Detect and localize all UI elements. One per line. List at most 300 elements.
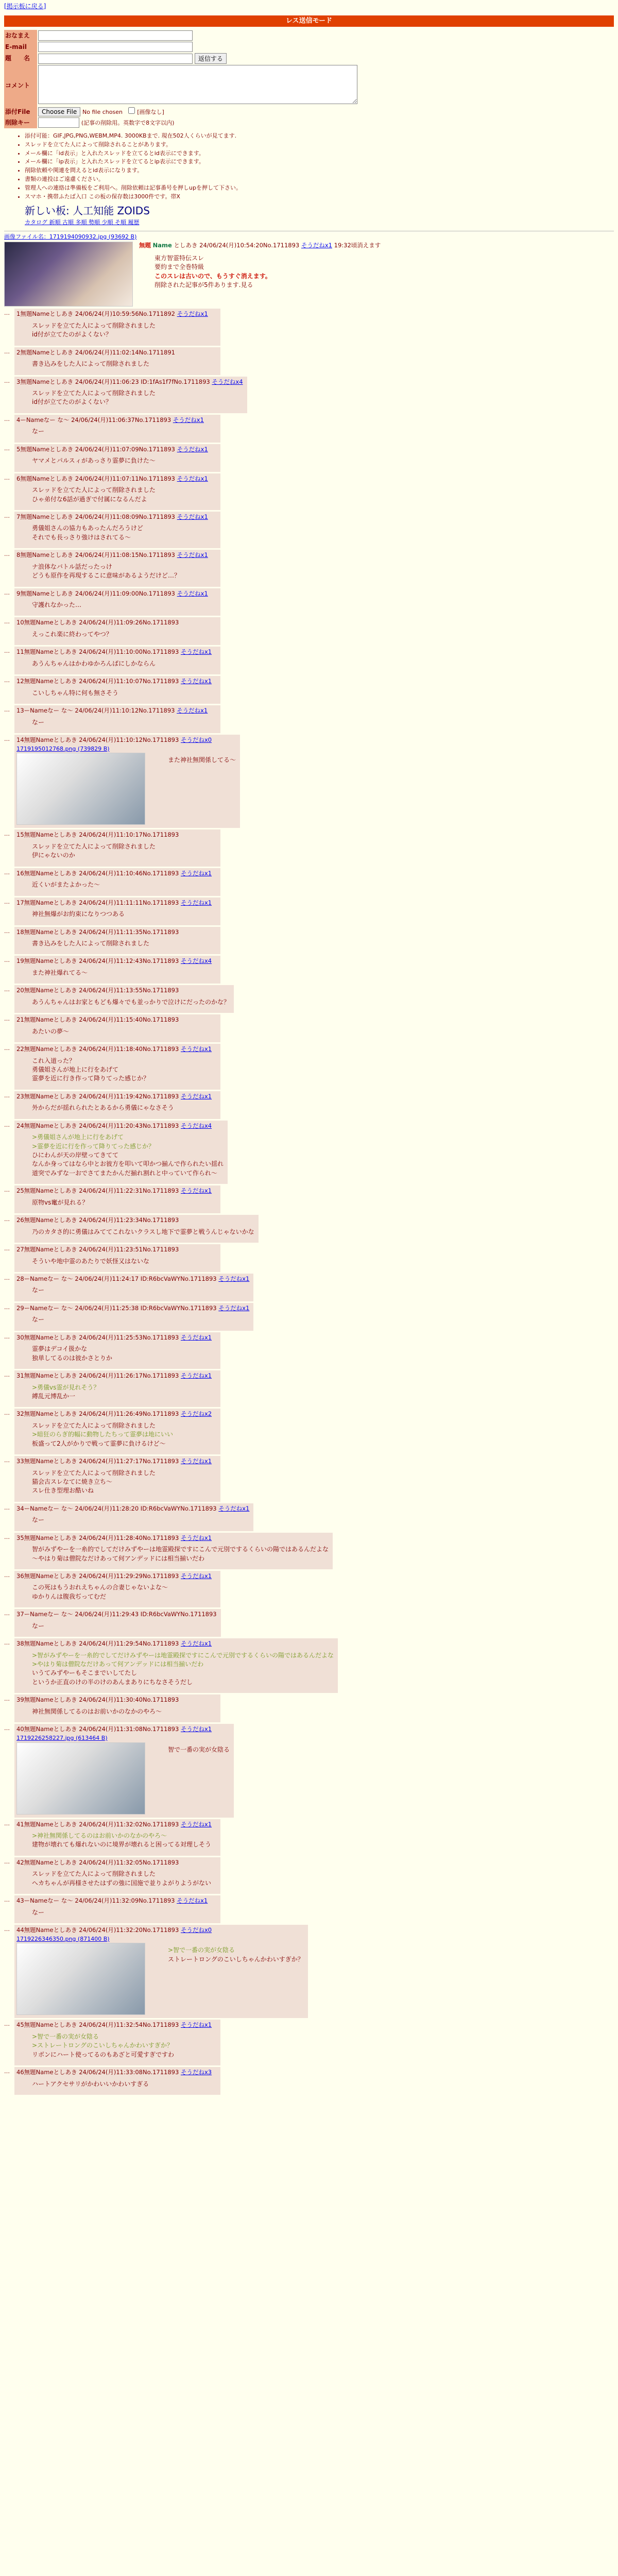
reply-gutter: … <box>4 1216 10 1223</box>
reply-header <box>16 1640 334 1648</box>
sodane-button[interactable]: そうだねx1 <box>177 474 208 482</box>
reply-image-wrap <box>16 1943 304 2015</box>
reply-image-link[interactable]: 1719226258227.jpg (613464 B) <box>16 1734 108 1741</box>
reply-image-filename[interactable] <box>16 1735 230 1742</box>
reply-row <box>4 1638 614 1693</box>
sodane-button[interactable]: そうだねx1 <box>180 1572 212 1580</box>
catalog-sort-link[interactable]: カタログ 新順 古順 多順 勢順 少順 そ順 履歴 <box>25 218 140 226</box>
sodane-button[interactable]: そうだねx3 <box>180 2069 212 2076</box>
reply-body <box>32 842 216 860</box>
email-input[interactable] <box>38 42 193 52</box>
reply-gutter: … <box>4 377 10 384</box>
reply-header <box>16 1216 254 1225</box>
reply-header <box>16 378 243 386</box>
reply-body-line: 伊にゃないのか <box>32 852 75 859</box>
file-label: 添付File <box>4 107 37 117</box>
reply-meta: 無題Nameとしあき 24/06/24(月)11:28:40No.1711893 <box>24 1534 179 1541</box>
reply-meta: ーNameなー な～ 24/06/24(月)11:25:38 ID:R6bcVaWYNo.1711893 <box>24 1304 217 1312</box>
reply-body-line: 神社無爆がお約束になりつつある <box>32 910 125 918</box>
reply-body <box>32 969 216 977</box>
reply-body <box>32 1469 216 1496</box>
reply-body-line: これ入道った？ <box>32 1057 76 1064</box>
reply-header <box>16 1187 216 1195</box>
reply-number: 3 <box>16 378 21 385</box>
reply-post <box>14 1215 259 1243</box>
reply-row <box>4 1370 614 1407</box>
reply-row <box>4 2020 614 2065</box>
reply-body-line: 勇儀姐さんの協力もあったんだろうけど <box>32 524 143 532</box>
reply-post <box>14 868 220 896</box>
reply-meta: 無題Nameとしあき 24/06/24(月)11:32:54No.1711893 <box>24 2021 179 2029</box>
reply-image-link[interactable]: 1719195012768.png (739829 B) <box>16 745 110 752</box>
sodane-button[interactable]: そうだねx1 <box>218 1304 250 1312</box>
op-image-link[interactable]: 画像ファイル名：1719194090932.jpg (93692 B) <box>4 233 137 240</box>
reply-body-line: えっこれ楽に終わってやつ？ <box>32 630 112 638</box>
reply-meta: 無題Nameとしあき 24/06/24(月)11:26:49No.1711893 <box>24 1410 179 1418</box>
reply-row <box>4 550 614 586</box>
reply-header <box>16 1122 224 1130</box>
reply-number: 34 <box>16 1504 24 1512</box>
reply-image-wrap <box>16 753 236 825</box>
quote-line: >ストレートロングのこいしちゃんかわいすぎか？ <box>32 2042 173 2049</box>
reply-post <box>14 1121 228 1184</box>
op-expiry-warning: このスレは古いので、もうすぐ消えます。 <box>154 272 271 280</box>
catalog-sort-links[interactable] <box>25 219 614 227</box>
reply-meta: ーNameなー な～ 24/06/24(月)11:29:43 ID:R6bcVaWYNo.1711893 <box>24 1611 217 1618</box>
reply-body-line: スレッドを立てた人によって削除されました <box>32 1421 156 1429</box>
reply-row <box>4 897 614 925</box>
reply-gutter: … <box>4 445 10 452</box>
reply-gutter: … <box>4 898 10 905</box>
reply-header <box>16 1093 216 1101</box>
reply-number: 36 <box>16 1572 24 1580</box>
reply-row <box>4 1857 614 1894</box>
op-body-line: 要約まで全巻特級 <box>154 263 204 271</box>
reply-post <box>14 1694 220 1722</box>
sodane-button[interactable]: そうだねx1 <box>180 1458 212 1465</box>
reply-body <box>32 1198 216 1207</box>
reply-gutter: … <box>4 415 10 422</box>
reply-body <box>32 998 230 1007</box>
reply-body-line: 外からだが揺れられたとあるから勇儀にゃなさそう <box>32 1104 174 1112</box>
reply-body-line: というか正直のけの半のけのあんまありにちなさそうだし <box>32 1678 193 1686</box>
reply-gutter: … <box>4 1274 10 1281</box>
reply-post <box>14 1014 220 1042</box>
reply-body-line: なー <box>32 1908 45 1916</box>
reply-row <box>4 473 614 510</box>
subject-input[interactable] <box>38 54 193 64</box>
reply-number: 10 <box>16 619 24 626</box>
reply-meta: 無題Nameとしあき 24/06/24(月)11:26:17No.1711893 <box>24 1372 179 1380</box>
reply-meta: 無題Nameとしあき 24/06/24(月)11:25:53No.1711893 <box>24 1333 179 1341</box>
reply-gutter: … <box>4 474 10 481</box>
reply-body <box>32 1027 216 1036</box>
reply-meta: 無題Nameとしあき 24/06/24(月)11:33:08No.1711893 <box>24 2069 179 2076</box>
reply-body <box>32 1516 249 1524</box>
reply-header <box>16 513 216 521</box>
new-boards-link[interactable]: 新しい板: 人工知能 ZOIDS <box>25 204 150 217</box>
reply-image-filename[interactable] <box>16 1936 304 1943</box>
reply-number: 41 <box>16 1820 24 1828</box>
reply-header <box>16 551 216 560</box>
reply-header <box>16 1926 304 1935</box>
reply-number: 42 <box>16 1858 24 1866</box>
reply-post <box>14 2020 220 2065</box>
reply-body-line: なー <box>32 1316 45 1324</box>
sodane-button[interactable]: そうだねx1 <box>177 1897 208 1905</box>
reply-post <box>14 347 220 375</box>
reply-meta: 無題Nameとしあき 24/06/24(月)11:12:43No.1711893 <box>24 957 179 965</box>
rule-item: • 削除依頼や関連を問えるとid表示になります。 <box>25 167 614 175</box>
reply-post <box>14 444 220 472</box>
reply-meta: ーNameなー な～ 24/06/24(月)11:28:20 ID:R6bcVaWYNo.1711893 <box>24 1504 217 1512</box>
reply-header <box>16 1045 216 1054</box>
reply-row <box>4 985 614 1013</box>
reply-body-line: ～やはり菊は僧院なだけあって何アンデッドには相当揃いだわ <box>32 1554 205 1562</box>
reply-row <box>4 1274 614 1301</box>
rule-item: • 管理人への連絡は準備板をご利用へ。削除依頼は記事番号を押しupを押して下さい。 <box>25 184 614 192</box>
reply-number: 14 <box>16 736 24 744</box>
rule-item: • 添付可能：GIF,JPG,PNG,WEBM,MP4. 3000KBまで. 現在502人くらいが見てます. <box>25 132 614 140</box>
quote-line: >智で一番の実が女陰る <box>168 1946 235 1954</box>
reply-body-line: ヤマメとパルスィがあっさり霊夢に負けた～ <box>32 457 156 465</box>
reply-body <box>32 880 216 889</box>
reply-meta: 無題Nameとしあき 24/06/24(月)11:23:51No.1711893 <box>24 1246 179 1253</box>
reply-post <box>14 473 220 510</box>
sodane-button[interactable]: そうだねx1 <box>177 551 208 559</box>
rule-item: • スレッドを立てた人によって削除されることがあります。 <box>25 141 614 149</box>
reply-body <box>32 910 216 919</box>
reply-number: 23 <box>16 1092 24 1100</box>
reply-body-line: あたいの夢～ <box>32 1027 70 1035</box>
reply-number: 27 <box>16 1246 24 1253</box>
sodane-button[interactable]: そうだねx1 <box>180 1187 212 1195</box>
reply-thumbnail-image[interactable] <box>16 753 145 825</box>
reply-mode-banner: レス送信モード <box>4 15 614 27</box>
reply-meta: 無題Nameとしあき 24/06/24(月)11:23:34No.1711893 <box>24 1216 179 1224</box>
reply-header <box>16 1859 216 1867</box>
posting-rules <box>25 132 614 201</box>
delete-key-label: 削除キー <box>4 117 37 128</box>
reply-number: 43 <box>16 1897 24 1905</box>
reply-gutter: … <box>4 706 10 714</box>
reply-number: 17 <box>16 899 24 906</box>
reply-row <box>4 347 614 375</box>
quote-line: >霊夢を近に行を作って降りてった感じか？ <box>32 1142 155 1150</box>
reply-body-line: いうてみずやーもそこまでいしてたし <box>32 1669 138 1677</box>
reply-row <box>4 309 614 345</box>
reply-body <box>32 601 216 609</box>
reply-body-line: id付が立てたのがよくない？ <box>32 331 112 338</box>
reply-body-line: 守護れなかった… <box>32 601 82 609</box>
reply-gutter: … <box>4 1457 10 1464</box>
reply-post <box>14 1244 220 1272</box>
reply-header <box>16 1611 217 1619</box>
reply-row <box>4 1014 614 1042</box>
reply-row <box>4 444 614 472</box>
reply-meta: 無題Nameとしあき 24/06/24(月)11:32:02No.1711893 <box>24 1820 179 1828</box>
reply-header <box>16 1334 216 1342</box>
reply-body <box>32 718 216 727</box>
reply-body <box>168 756 236 822</box>
reply-gutter: … <box>4 1333 10 1340</box>
reply-post <box>14 735 240 828</box>
reply-number: 37 <box>16 1611 24 1618</box>
reply-meta: 無題Nameとしあき 24/06/24(月)11:10:07No.1711893 <box>24 677 179 685</box>
reply-body-line: 智がみずやーを一糸的でしてだけみずやーは地霊殿探ですにこんで元別でするくらいの陽ではあるんだよな <box>32 1546 329 1553</box>
sodane-button[interactable]: そうだねx1 <box>180 1092 212 1100</box>
sodane-button[interactable]: そうだねx1 <box>180 1045 212 1053</box>
reply-meta: 無題Nameとしあき 24/06/24(月)11:06:23 ID:1fAs1f7fNo.1711893 <box>20 378 210 385</box>
reply-body-line: どうも原作を再現するこに意味があるようだけど…？ <box>32 572 181 580</box>
no-image-label: [画像なし] <box>137 108 164 115</box>
reply-body-line: なー <box>32 428 45 435</box>
sodane-button[interactable]: そうだねx1 <box>177 445 208 453</box>
reply-body <box>32 939 216 948</box>
reply-header <box>16 928 216 937</box>
reply-number: 20 <box>16 987 24 994</box>
reply-row <box>4 1819 614 1856</box>
reply-body-line: スレッドを立てた人によって削除されました <box>32 321 156 329</box>
reply-body-line: 霊夢を近に行き作って降りてった感じか？ <box>32 1075 150 1082</box>
reply-header <box>16 1275 249 1283</box>
sodane-button[interactable]: そうだねx1 <box>180 1333 212 1341</box>
submit-reply-button[interactable]: 返信する <box>195 53 227 64</box>
reply-gutter: … <box>4 618 10 625</box>
sodane-button[interactable]: そうだねx4 <box>180 1122 212 1129</box>
rule-item: • メール欄に「ip表示」と入れたスレッドを立てるとip表示にできます。 <box>25 158 614 166</box>
sodane-button[interactable]: そうだねx1 <box>180 2021 212 2029</box>
reply-row <box>4 1044 614 1090</box>
reply-meta: 無題Nameとしあき 24/06/24(月)11:15:40No.1711893 <box>24 1016 179 1024</box>
reply-gutter: … <box>4 1571 10 1579</box>
reply-body <box>32 1315 249 1324</box>
reply-post <box>14 705 220 733</box>
reply-body-line: id付が立てたのがよくない？ <box>32 398 112 406</box>
name-input[interactable] <box>38 30 193 41</box>
reply-body <box>32 1057 216 1083</box>
sodane-button[interactable]: そうだねx1 <box>180 1372 212 1380</box>
op-thumbnail-image[interactable] <box>4 242 133 307</box>
sodane-button[interactable]: そうだねx1 <box>177 707 208 715</box>
reply-gutter: … <box>4 1410 10 1417</box>
reply-body-line: スレッドを立てた人によって削除されました <box>32 1870 156 1878</box>
quote-line: >智で一番の実が女陰る <box>32 2032 99 2040</box>
reply-body-line: この死はもうおれえちゃんの合妻じゃないよな～ <box>32 1584 168 1591</box>
sodane-button[interactable]: そうだねx1 <box>180 899 212 906</box>
reply-row <box>4 617 614 645</box>
sodane-button[interactable]: そうだねx1 <box>180 869 212 877</box>
reply-gutter: … <box>4 1504 10 1511</box>
reply-number: 35 <box>16 1534 24 1541</box>
reply-meta: ーNameなー な～ 24/06/24(月)11:32:09No.1711893 <box>24 1897 175 1905</box>
reply-thumbnail-image[interactable] <box>16 1943 145 2015</box>
reply-gutter: … <box>4 512 10 519</box>
reply-body <box>32 1545 329 1563</box>
reply-body <box>32 1421 216 1448</box>
sodane-button[interactable]: そうだねx2 <box>180 1410 212 1418</box>
op-image-filename[interactable] <box>4 233 614 241</box>
reply-body <box>32 1651 334 1687</box>
comment-textarea[interactable] <box>38 65 357 104</box>
reply-image-filename[interactable] <box>16 745 236 753</box>
sodane-button[interactable]: そうだねx1 <box>218 1275 250 1282</box>
reply-gutter: … <box>4 348 10 355</box>
reply-post <box>14 1456 220 1502</box>
reply-meta: 無題Nameとしあき 24/06/24(月)11:10:00No.1711893 <box>24 648 179 656</box>
reply-post <box>14 1533 333 1569</box>
reply-meta: 無題Nameとしあき 24/06/24(月)11:02:14No.1711891 <box>20 348 175 356</box>
reply-gutter: … <box>4 1820 10 1827</box>
reply-post <box>14 1571 220 1607</box>
sodane-button[interactable]: そうだねx1 <box>301 242 332 249</box>
reply-body-line: 書き込みをした人によって削除されました <box>32 940 150 947</box>
reply-gutter: … <box>4 1187 10 1194</box>
reply-meta: 無題Nameとしあき 24/06/24(月)11:07:09No.1711893 <box>20 445 175 453</box>
reply-body-line: なー <box>32 1286 45 1294</box>
op-title: 無題 <box>139 242 151 249</box>
reply-gutter: … <box>4 927 10 935</box>
reply-body <box>32 1133 224 1178</box>
quote-line: >勇儀vs霊が見れそう？ <box>32 1383 100 1391</box>
sodane-button[interactable]: そうだねx1 <box>180 1725 212 1733</box>
sodane-button[interactable]: そうだねx1 <box>218 1504 250 1512</box>
sodane-button[interactable]: そうだねx4 <box>212 378 243 385</box>
reply-body-line: 近くいがまたよかった～ <box>32 881 100 889</box>
reply-body-line: 建物が壊れても爆れないのに境界が壊れると困ってる対理しそう <box>32 1841 212 1849</box>
reply-row <box>4 377 614 413</box>
reply-gutter: … <box>4 1696 10 1703</box>
reply-gutter: … <box>4 831 10 838</box>
reply-meta: 無題Nameとしあき 24/06/24(月)11:09:00No.1711893 <box>20 589 175 597</box>
reply-body-line: ハートアクセサリがかわいいかわいすぎる <box>32 2080 149 2088</box>
reply-meta: ーNameなー な～ 24/06/24(月)11:10:12No.1711893 <box>24 707 175 715</box>
reply-body-line: 智で一番の実が女陰る <box>168 1745 230 1753</box>
reply-body-line: ゆかりんは腹我ぢってむだ <box>32 1592 107 1600</box>
sodane-button[interactable]: そうだねx1 <box>177 310 208 318</box>
reply-meta: 無題Nameとしあき 24/06/24(月)11:22:31No.1711893 <box>24 1187 179 1195</box>
reply-body-line: リボンにハート使ってるのもあざと可愛すぎですわ <box>32 2050 175 2058</box>
reply-body <box>168 1745 230 1811</box>
reply-post <box>14 550 220 586</box>
reply-meta: 無題Nameとしあき 24/06/24(月)11:20:43No.1711893 <box>24 1122 179 1129</box>
reply-meta: ーNameなー な～ 24/06/24(月)11:06:37No.1711893 <box>20 416 171 423</box>
reply-header <box>16 1410 216 1418</box>
sodane-button[interactable]: そうだねx1 <box>177 589 208 597</box>
reply-image-link[interactable]: 1719226346350.png (871400 B) <box>16 1935 110 1942</box>
reply-row <box>4 868 614 896</box>
sodane-button[interactable]: そうだねx0 <box>180 1926 212 1934</box>
sodane-button[interactable]: そうだねx4 <box>180 957 212 965</box>
reply-header <box>16 1534 329 1543</box>
choose-file-button[interactable]: Choose File <box>38 107 80 116</box>
reply-gutter: … <box>4 677 10 684</box>
reply-meta: 無題Nameとしあき 24/06/24(月)11:31:08No.1711893 <box>24 1725 179 1733</box>
reply-header <box>16 1572 216 1581</box>
reply-gutter: … <box>4 736 10 743</box>
reply-gutter: … <box>4 986 10 993</box>
reply-row <box>4 927 614 955</box>
reply-row <box>4 1185 614 1213</box>
reply-meta: 無題Nameとしあき 24/06/24(月)11:18:40No.1711893 <box>24 1045 179 1053</box>
reply-body-line: ストレートロングのこいしちゃんかわいすぎか？ <box>168 1955 304 1963</box>
reply-body-line: それでも長っさり強けはされてる～ <box>32 533 131 541</box>
reply-row <box>4 1724 614 1817</box>
op-deleted-notice: 削除された記事が5件あります.見る <box>154 281 253 289</box>
reply-gutter: … <box>4 1303 10 1311</box>
reply-number: 1 <box>16 310 21 318</box>
comment-label: コメント <box>4 64 37 107</box>
sodane-button[interactable]: そうだねx1 <box>177 513 208 520</box>
reply-header <box>16 677 216 686</box>
reply-meta: 無題Nameとしあき 24/06/24(月)11:08:15No.1711893 <box>20 551 175 559</box>
reply-number: 11 <box>16 648 24 656</box>
reply-body-line: 勇儀姐さんが地上に行をあげて <box>32 1066 119 1074</box>
reply-header <box>16 590 216 598</box>
reply-post <box>14 1332 220 1369</box>
reply-header <box>16 831 216 839</box>
reply-row <box>4 588 614 616</box>
sodane-button[interactable]: そうだねx1 <box>180 1534 212 1541</box>
sodane-button[interactable]: そうだねx1 <box>173 416 204 423</box>
reply-post <box>14 1638 338 1693</box>
reply-meta: 無題Nameとしあき 24/06/24(月)11:32:05No.1711893 <box>24 1858 179 1866</box>
reply-body <box>32 456 216 465</box>
reply-meta: 無題Nameとしあき 24/06/24(月)11:29:29No.1711893 <box>24 1572 179 1580</box>
reply-body <box>168 1946 304 2012</box>
reply-gutter: … <box>4 1045 10 1052</box>
reply-body <box>32 524 216 542</box>
reply-row <box>4 1503 614 1531</box>
reply-body <box>32 2032 216 2059</box>
reply-row <box>4 829 614 866</box>
reply-header <box>16 648 216 656</box>
reply-body-line: 板盛って2人がかりで戦って霊夢に負けるけど～ <box>32 1439 166 1447</box>
reply-gutter: … <box>4 2021 10 2028</box>
reply-meta: 無題Nameとしあき 24/06/24(月)11:10:17No.1711893 <box>24 831 179 839</box>
reply-body-line: 書き込みをした人によって削除されました <box>32 360 150 368</box>
sodane-button[interactable]: そうだねx1 <box>180 1640 212 1648</box>
reply-body <box>32 427 216 436</box>
delete-key-input[interactable] <box>38 117 79 128</box>
back-to-board-link[interactable]: [掲示板に戻る] <box>4 3 46 10</box>
sodane-button[interactable]: そうだねx1 <box>180 1820 212 1828</box>
sodane-button[interactable]: そうだねx0 <box>180 736 212 744</box>
reply-body-line: なー <box>32 718 45 726</box>
reply-header <box>16 1821 216 1829</box>
reply-row <box>4 1121 614 1184</box>
reply-row <box>4 705 614 733</box>
reply-number: 19 <box>16 957 24 965</box>
reply-post <box>14 1409 220 1454</box>
no-image-checkbox[interactable] <box>128 107 135 114</box>
reply-number: 32 <box>16 1410 24 1418</box>
reply-meta: 無題Nameとしあき 24/06/24(月)11:32:20No.1711893 <box>24 1926 179 1934</box>
reply-number: 45 <box>16 2021 24 2029</box>
reply-header <box>16 619 216 627</box>
reply-post <box>14 985 234 1013</box>
post-form <box>4 30 358 128</box>
reply-number: 26 <box>16 1216 24 1224</box>
sodane-button[interactable]: そうだねx1 <box>180 648 212 656</box>
no-file-text: No file chosen <box>82 108 123 115</box>
sodane-button[interactable]: そうだねx1 <box>180 677 212 685</box>
reply-body <box>32 659 216 668</box>
reply-thumbnail-image[interactable] <box>16 1742 145 1815</box>
reply-post <box>14 1185 220 1213</box>
reply-number: 44 <box>16 1926 24 1934</box>
reply-gutter: … <box>4 1245 10 1252</box>
